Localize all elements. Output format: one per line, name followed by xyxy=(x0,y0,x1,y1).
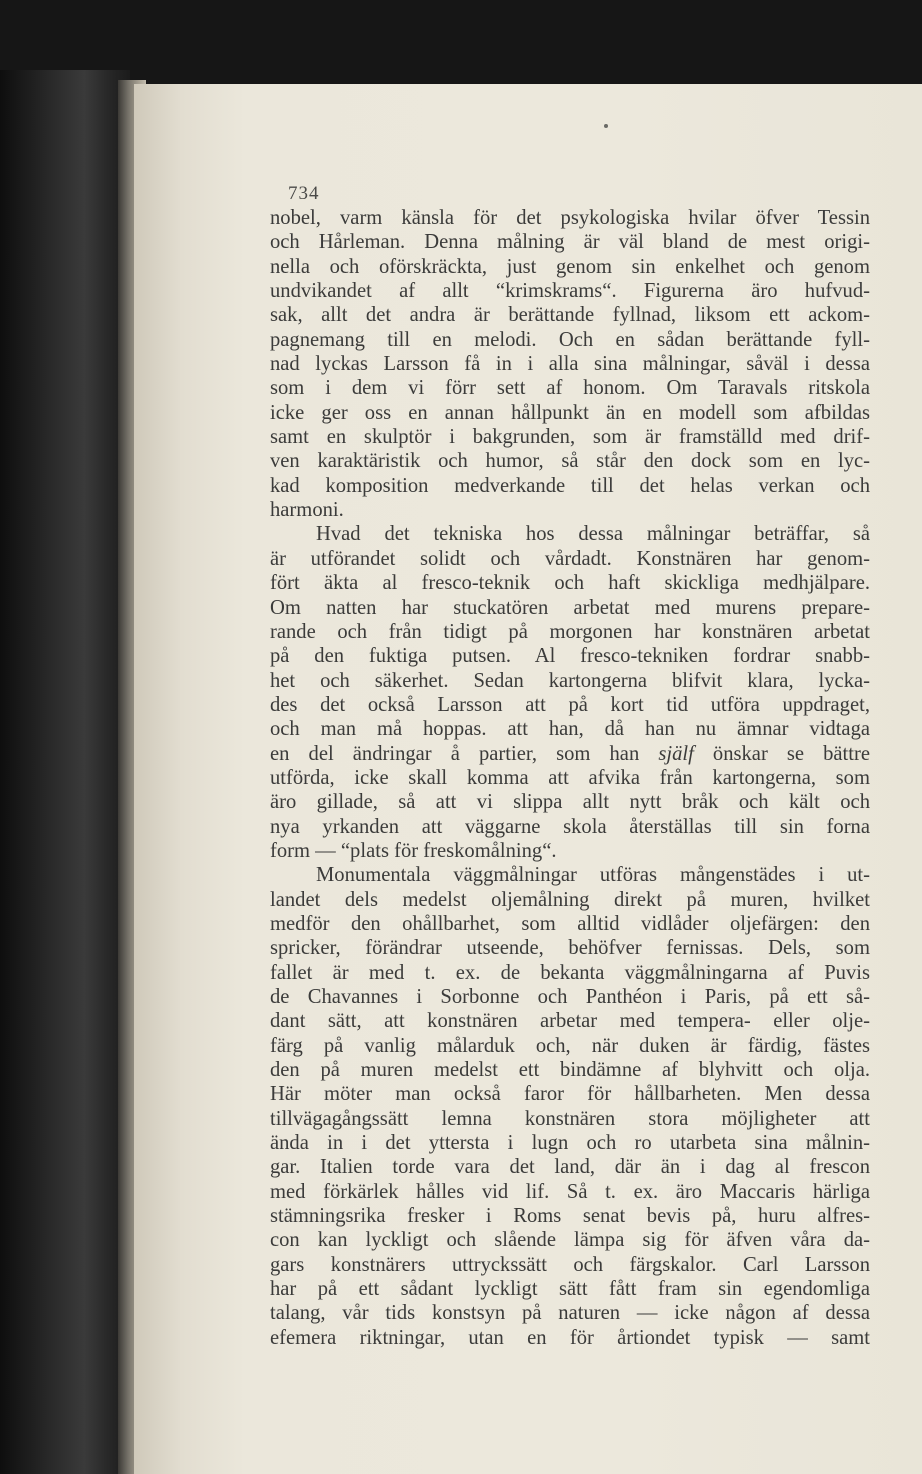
ink-speck xyxy=(604,124,608,128)
text-line: med förkärlek hålles vid lif. Så t. ex. äro Maccaris härliga xyxy=(270,1180,870,1203)
text-line: harmoni. xyxy=(270,499,344,522)
text-line: och man må hoppas. att han, då han nu ämnar vidtaga xyxy=(270,718,870,741)
text-line: efemera riktningar, utan en för årtiondet typisk — samt xyxy=(270,1326,870,1349)
text-line: Om natten har stuckatören arbetat med murens prepare- xyxy=(270,596,870,619)
text-line: dant sätt, att konstnären arbetar med tempera- eller olje- xyxy=(270,1010,870,1033)
text-line: medför den ohållbarhet, som alltid vidlåder oljefärgen: den xyxy=(270,912,870,935)
text-line: har på ett sådant lyckligt sätt fått fram sin egendomliga xyxy=(270,1278,870,1301)
text-line: stämningsrika fresker i Roms senat bevis på, huru alfres- xyxy=(270,1205,870,1228)
text-line: rande och från tidigt på morgonen har konstnären arbetat xyxy=(270,620,870,643)
text-line: fallet är med t. ex. de bekanta väggmålningarna af Puvis xyxy=(270,961,870,984)
text-line: het och säkerhet. Sedan kartongerna blifvit klara, lycka- xyxy=(270,669,870,692)
text-line: som i dem vi förr sett af honom. Om Taravals ritskola xyxy=(270,377,870,400)
text-line: con kan lyckligt och slående lämpa sig för äfven våra da- xyxy=(270,1229,870,1252)
text-line: äro gillade, så att vi slippa allt nytt bråk och kält och xyxy=(270,791,870,814)
emphasized-word: själf xyxy=(658,742,694,765)
text-line: des det också Larsson att på kort tid utföra uppdraget, xyxy=(270,693,870,716)
text-line: nad lyckas Larsson få in i alla sina målningar, såväl i dessa xyxy=(270,353,870,376)
text-line: landet dels medelst oljemålning direkt på muren, hvilket xyxy=(270,888,870,911)
text-line: spricker, förändrar utseende, behöfver fernissas. Dels, som xyxy=(270,937,870,960)
text-line: färg på vanlig målarduk och, när duken är färdig, fästes xyxy=(270,1034,870,1057)
text-line: fört äkta al fresco-teknik och haft skickliga medhjälpare. xyxy=(270,572,870,595)
text-line: gar. Italien torde vara det land, där än i dag al frescon xyxy=(270,1156,870,1179)
page-number: 734 xyxy=(288,183,320,204)
text-line: och Hårleman. Denna målning är väl bland de mest origi- xyxy=(270,231,870,254)
text-line: är utförandet solidt och vårdadt. Konstnären har genom- xyxy=(270,547,870,570)
text-line: utförda, icke skall komma att afvika från kartongerna, som xyxy=(270,766,870,789)
text-line: icke ger oss en annan hållpunkt än en modell som afbildas xyxy=(270,401,870,424)
text-line: nobel, varm känsla för det psykologiska hvilar öfver Tessin xyxy=(270,207,870,229)
text-line: samt en skulptör i bakgrunden, som är framställd med drif- xyxy=(270,426,870,449)
text-line: form — “plats för freskomålning“. xyxy=(270,839,557,862)
text-line: ven karaktäristik och humor, så står den dock som en lyc- xyxy=(270,450,870,473)
text-line: gars konstnärers uttryckssätt och färgskalor. Carl Larsson xyxy=(270,1253,870,1276)
text-line: ända in i det yttersta i lugn och ro utarbeta sina målnin- xyxy=(270,1132,870,1155)
text-line: Monumentala väggmålningar utföras mångenstädes i ut- xyxy=(316,864,870,887)
body-text xyxy=(270,206,870,1350)
book-spine xyxy=(0,70,130,1474)
text-line: sak, allt det andra är berättande fyllnad, liksom ett ackom- xyxy=(270,304,870,327)
text-line: på den fuktiga putsen. Al fresco-tekniken fordrar snabb- xyxy=(270,645,870,668)
text-line: pagnemang till en melodi. Och en sådan berättande fyll- xyxy=(270,328,870,351)
text-line: talang, vår tids konstsyn på naturen — icke någon af dessa xyxy=(270,1302,870,1325)
text-line: undvikandet af allt “krimskrams“. Figurerna äro hufvud- xyxy=(270,280,870,303)
text-line: nya yrkanden att väggarne skola återställas till sin forna xyxy=(270,815,870,838)
text-line: nella och oförskräckta, just genom sin enkelhet och genom xyxy=(270,255,870,278)
text-line: Här möter man också faror för hållbarheten. Men dessa xyxy=(270,1083,870,1106)
text-line: den på muren medelst ett bindämne af blyhvitt och olja. xyxy=(270,1059,870,1082)
text-line: kad komposition medverkande till det helas verkan och xyxy=(270,474,870,497)
text-line: de Chavannes i Sorbonne och Panthéon i Paris, på ett så- xyxy=(270,986,870,1008)
text-line: Hvad det tekniska hos dessa målningar beträffar, så xyxy=(316,523,870,546)
text-line: en del ändringar å partier, som han själf önskar se bättre xyxy=(270,742,870,765)
text-line: tillvägagångssätt lemna konstnären stora möjligheter att xyxy=(270,1107,870,1130)
